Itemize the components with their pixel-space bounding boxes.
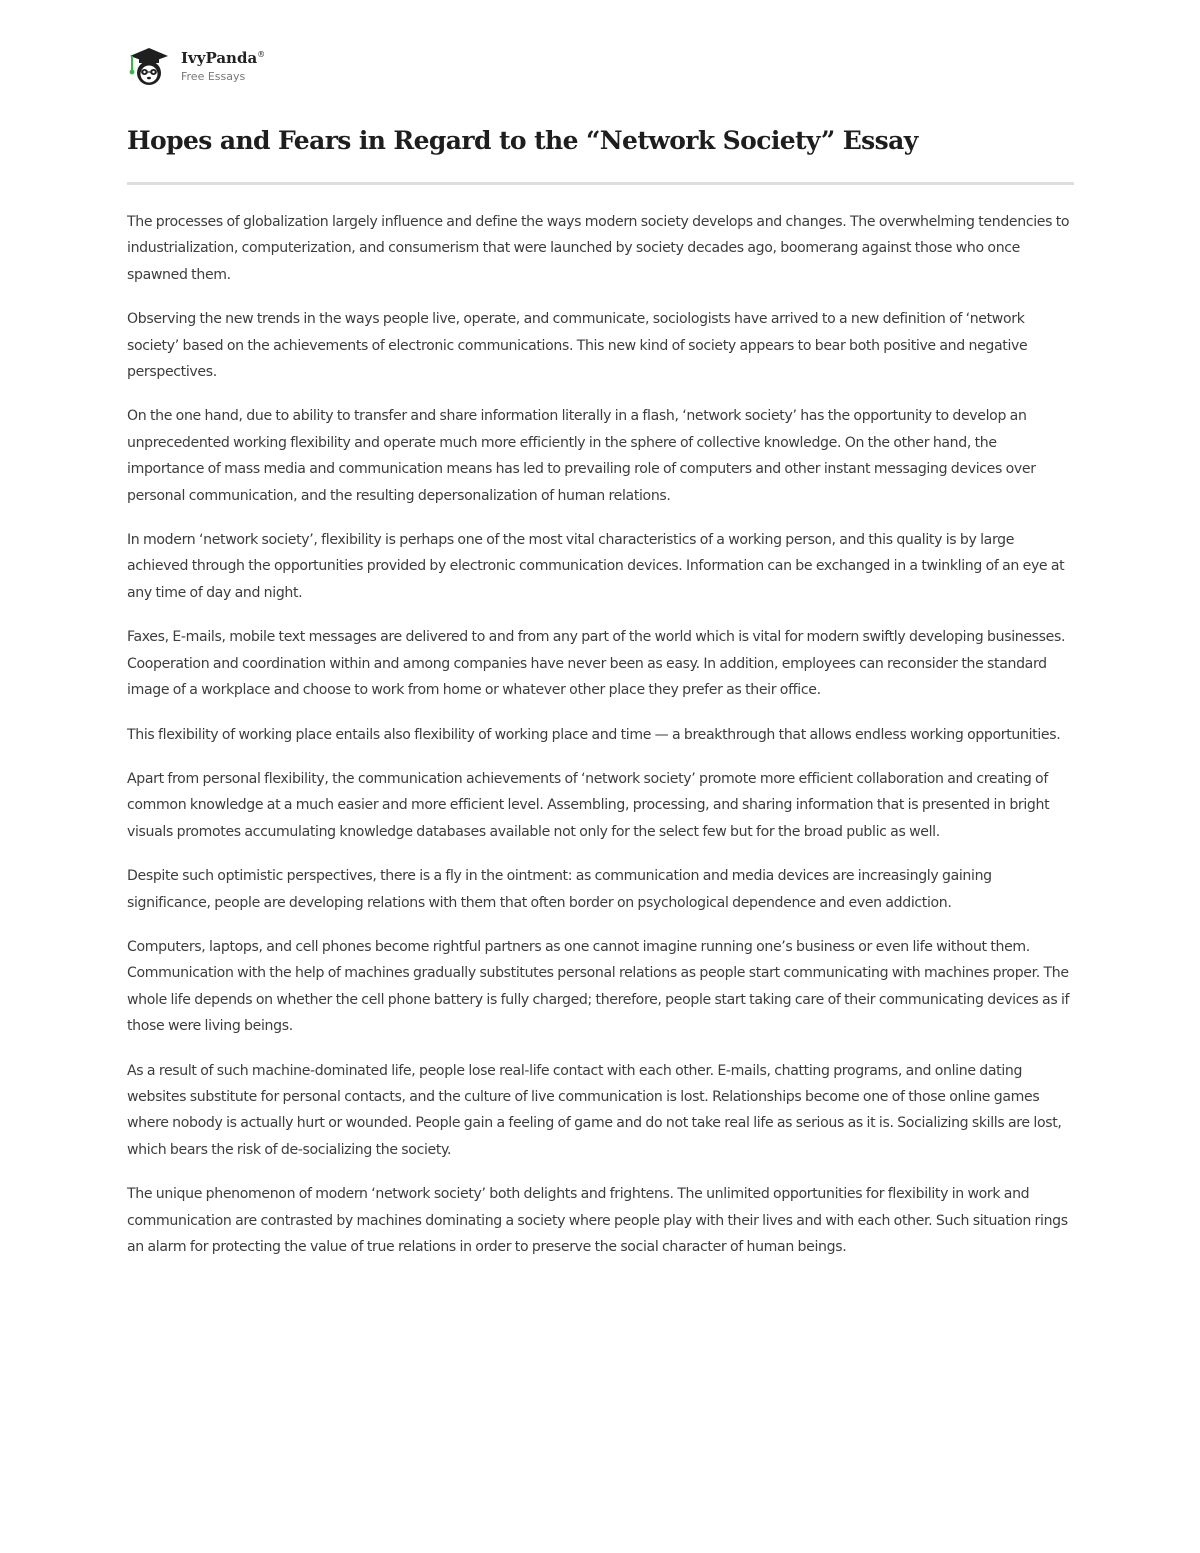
graduation-cap-panda-icon: [127, 44, 171, 88]
registered-mark: ®: [257, 49, 266, 59]
essay-paragraph: Computers, laptops, and cell phones become rightful partners as one cannot imagine running one’s business or even life without them. Communication with the help of machines gradually substitutes personal relations as people start communicating with machines proper. The whole life depends on whether the cell phone battery is fully charged; therefore, people start taking care of their communicating devices as if those were living beings.: [127, 938, 1070, 1035]
brand-name: IvyPanda®: [181, 48, 266, 67]
essay-paragraph: The unique phenomenon of modern ‘network society’ both delights and frightens. The unlimited opportunities for flexibility in work and communication are contrasted by machines dominating a society where people play with their lives and with each other. Such situation rings an alarm for protecting the value of true relations in order to preserve the social character of human beings.: [127, 1186, 1068, 1255]
essay-paragraph: This flexibility of working place entails also flexibility of working place and time — a breakthrough that allows endless working opportunities.: [127, 726, 1061, 743]
essay-paragraph: Apart from personal flexibility, the communication achievements of ‘network society’ promote more efficient collaboration and creating of common knowledge at a much easier and more efficient level. Assembling, processing, and sharing information that is presented in bright visuals promotes accumulating knowledge databases available not only for the select few but for the broad public as well.: [127, 770, 1050, 840]
essay-paragraph: The processes of globalization largely influence and define the ways modern society develops and changes. The overwhelming tendencies to industrialization, computerization, and consumerism that were launched by society decades ago, boomerang against those who once spawned them.: [127, 214, 1070, 283]
brand-subtitle: Free Essays: [181, 69, 246, 83]
essay-paragraph: Despite such optimistic perspectives, there is a fly in the ointment: as communication and media devices are increasingly gaining significance, people are developing relations with them that often border on psychological dependence and even addiction.: [127, 868, 992, 911]
brand-text: [181, 48, 266, 83]
essay-body: [127, 209, 1074, 1278]
title-divider: [127, 182, 1074, 185]
essay-paragraph: On the one hand, due to ability to transfer and share information literally in a flash, ‘network society’ has the opportunity to develop an unprecedented working flexibility and operate much more efficiently in the sphere of collective knowledge. On the other hand, the importance of mass media and communication means has led to prevailing role of computers and other instant messaging devices over personal communication, and the resulting depersonalization of human relations.: [127, 408, 1036, 504]
essay-paragraph: In modern ‘network society’, flexibility is perhaps one of the most vital characteristics of a working person, and this quality is by large achieved through the opportunities provided by electronic communication devices. Information can be exchanged in a twinkling of an eye at any time of day and night.: [127, 532, 1065, 601]
essay-paragraph: Faxes, E-mails, mobile text messages are delivered to and from any part of the world which is vital for modern swiftly developing businesses. Cooperation and coordination within and among companies have never been as easy. In addition, employees can reconsider the standard image of a workplace and choose to work from home or whatever other place they prefer as their office.: [127, 629, 1066, 699]
essay-paragraph: As a result of such machine-dominated life, people lose real-life contact with each other. E-mails, chatting programs, and online dating websites substitute for personal contacts, and the culture of live communication is lost. Relationships become one of those online games where nobody is actually hurt or wounded. People gain a feeling of game and do not take real life as serious as it is. Socializing skills are lost, which bears the risk of de-socializing the society.: [127, 1062, 1062, 1158]
brand-header[interactable]: [127, 44, 265, 88]
essay-title: Hopes and Fears in Regard to the “Network Society” Essay: [127, 126, 918, 155]
essay-paragraph: Observing the new trends in the ways people live, operate, and communicate, sociologists have arrived to a new definition of ‘network society’ based on the achievements of electronic communications. This new kind of society appears to bear both positive and negative perspectives.: [127, 311, 1028, 381]
